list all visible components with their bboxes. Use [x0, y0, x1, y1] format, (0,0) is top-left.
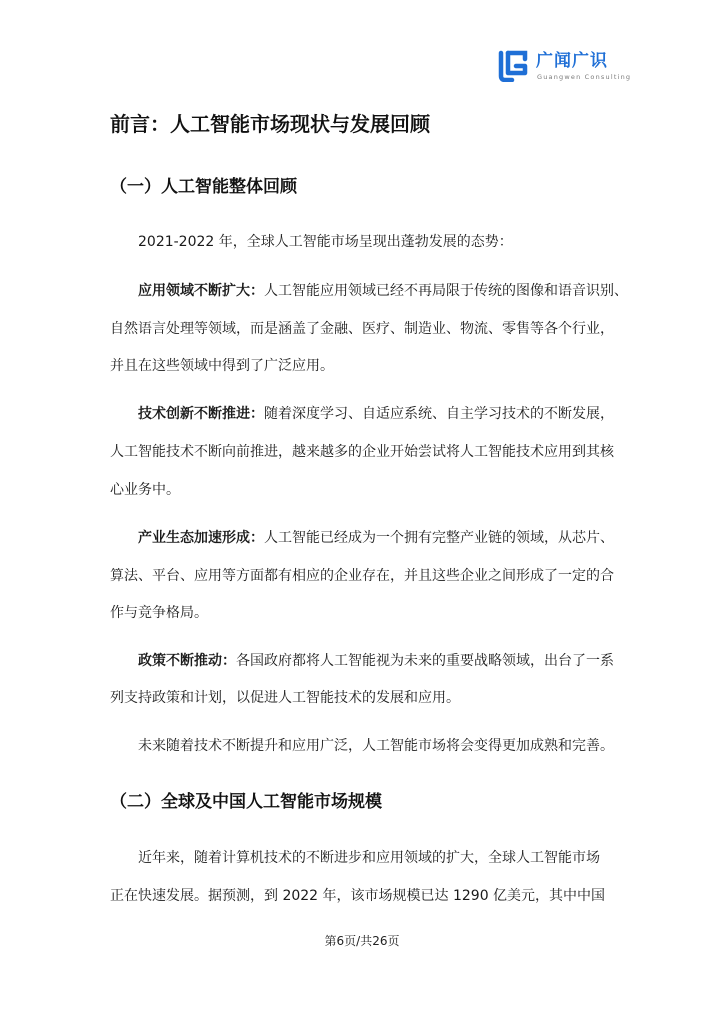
guangwen-logo-icon: [497, 50, 529, 82]
paragraph-line: 算法、平台、应用等方面都有相应的企业存在，并且这些企业之间形成了一定的合: [110, 568, 614, 584]
paragraph-line: 近年来，随着计算机技术的不断进步和应用领域的扩大，全球人工智能市场: [138, 850, 600, 866]
paragraph-line: 正在快速发展。据预测，到 2022 年，该市场规模已达 1290 亿美元，其中中国: [110, 888, 606, 904]
paragraph-line: [110, 651, 658, 671]
point-label: 应用领域不断扩大：: [138, 283, 264, 299]
paragraph-line: [110, 528, 658, 548]
point-text: 各国政府都将人工智能视为未来的重要战略领域，出台了一系: [236, 653, 614, 669]
paragraph-line: [110, 281, 658, 301]
paragraph-line: 列支持政策和计划，以促进人工智能技术的发展和应用。: [110, 690, 460, 706]
brand-logo: [497, 50, 632, 84]
point-label: 政策不断推动：: [138, 653, 236, 669]
point-label: 产业生态加速形成：: [138, 530, 264, 546]
point-text: 人工智能应用领域已经不再局限于传统的图像和语音识别、: [264, 283, 628, 299]
point-text: 随着深度学习、自适应系统、自主学习技术的不断发展，: [264, 406, 614, 422]
paragraph-line: [110, 404, 658, 424]
paragraph-line: 人工智能技术不断向前推进，越来越多的企业开始尝试将人工智能技术应用到其核: [110, 444, 614, 460]
paragraph-line: 并且在这些领域中得到了广泛应用。: [110, 358, 334, 374]
section-heading-market-size: （二）全球及中国人工智能市场规模: [110, 792, 382, 812]
page-title: 前言：人工智能市场现状与发展回顾: [110, 112, 430, 136]
closing-line: 未来随着技术不断提升和应用广泛，人工智能市场将会变得更加成熟和完善。: [138, 738, 614, 754]
brand-name: 广闻广识: [536, 51, 608, 71]
paragraph-line: 作与竞争格局。: [110, 605, 208, 621]
paragraph-line: 心业务中。: [110, 482, 180, 498]
section-intro: 2021-2022 年，全球人工智能市场呈现出蓬勃发展的态势：: [138, 234, 513, 250]
section-heading-overview: （一）人工智能整体回顾: [110, 177, 297, 197]
point-label: 技术创新不断推进：: [138, 406, 264, 422]
paragraph-line: 自然语言处理等领域，而是涵盖了金融、医疗、制造业、物流、零售等各个行业，: [110, 321, 614, 337]
brand-subtitle: Guangwen Consulting: [537, 73, 632, 81]
point-text: 人工智能已经成为一个拥有完整产业链的领域，从芯片、: [264, 530, 614, 546]
page-number: 第6页/共26页: [324, 934, 400, 948]
